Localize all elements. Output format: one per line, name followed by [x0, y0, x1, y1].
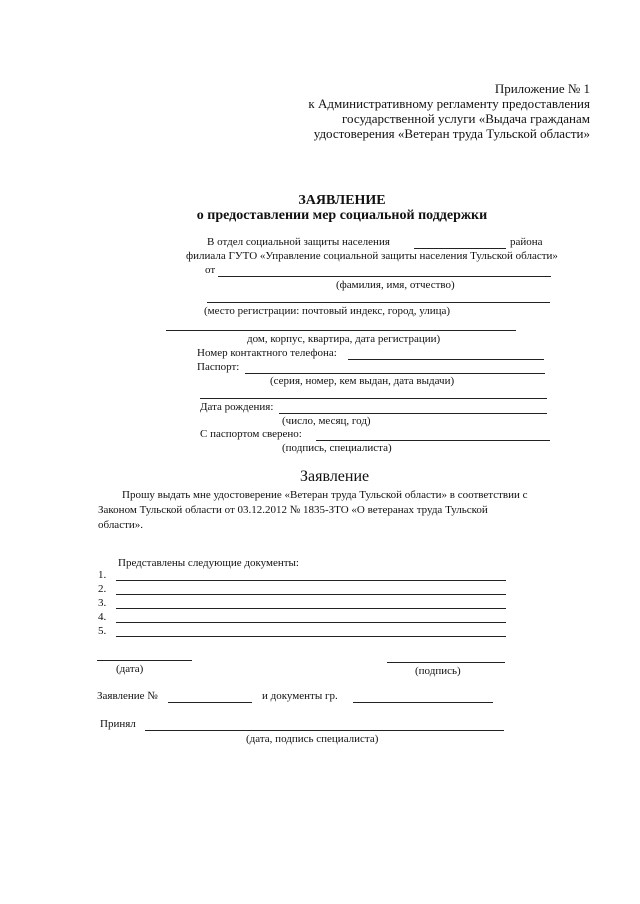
statement-number-label: Заявление №: [97, 690, 158, 702]
statement-line-3: области».: [98, 519, 144, 531]
birth-hint: (число, месяц, год): [282, 415, 371, 427]
birth-field-line[interactable]: [279, 413, 547, 414]
appendix-line-3: государственной услуги «Выдача гражданам: [342, 111, 590, 126]
citizen-name-line[interactable]: [353, 702, 493, 703]
signature-hint: (подпись): [415, 665, 461, 677]
accepted-hint: (дата, подпись специалиста): [246, 733, 379, 745]
phone-field-line[interactable]: [348, 359, 544, 360]
document-line-3[interactable]: [116, 608, 506, 609]
address-field-line[interactable]: [166, 330, 516, 331]
document-item-number: 5.: [98, 625, 107, 637]
date-field-line[interactable]: [97, 660, 192, 661]
passport-hint: (серия, номер, кем выдан, дата выдачи): [270, 375, 455, 387]
statement-number-line[interactable]: [168, 702, 252, 703]
signature-field-line[interactable]: [387, 662, 505, 663]
registration-field-line[interactable]: [207, 302, 550, 303]
document-item-number: 1.: [98, 569, 107, 581]
document-line-4[interactable]: [116, 622, 506, 623]
verified-field-line[interactable]: [316, 440, 550, 441]
district-field-line[interactable]: [414, 248, 506, 249]
document-line-5[interactable]: [116, 636, 506, 637]
and-documents-label: и документы гр.: [262, 690, 338, 702]
registration-hint: (место регистрации: почтовый индекс, город, улица): [204, 305, 451, 317]
phone-label: Номер контактного телефона:: [197, 347, 337, 359]
address-hint: дом, корпус, квартира, дата регистрации): [247, 333, 441, 345]
passport-label: Паспорт:: [197, 361, 240, 373]
accepted-label: Принял: [100, 718, 136, 730]
dept-suffix: района: [510, 236, 543, 248]
date-hint: (дата): [116, 663, 144, 675]
document-line-1[interactable]: [116, 580, 506, 581]
document-item-number: 3.: [98, 597, 107, 609]
fio-field-line[interactable]: [218, 276, 551, 277]
statement-line-2: Законом Тульской области от 03.12.2012 № 1835-ЗТО «О ветеранах труда Тульской: [98, 504, 488, 516]
from-label: от: [205, 264, 216, 276]
document-title: ЗАЯВЛЕНИЕ: [298, 193, 386, 208]
passport-field-line[interactable]: [245, 373, 545, 374]
branch-label: филиала ГУТО «Управление социальной защиты населения Тульской области»: [186, 250, 558, 262]
appendix-line-1: Приложение № 1: [494, 81, 590, 96]
document-line-2[interactable]: [116, 594, 506, 595]
statement-line-1: Прошу выдать мне удостоверение «Ветеран труда Тульской области» в соответствии с: [122, 489, 528, 501]
document-item-number: 2.: [98, 583, 107, 595]
birth-label: Дата рождения:: [200, 401, 274, 413]
documents-heading: Представлены следующие документы:: [118, 557, 299, 569]
passport-extra-line[interactable]: [200, 398, 547, 399]
document-subtitle: о предоставлении мер социальной поддержки: [196, 208, 488, 223]
accepted-field-line[interactable]: [145, 730, 504, 731]
dept-label: В отдел социальной защиты населения: [207, 236, 390, 248]
fio-hint: (фамилия, имя, отчество): [336, 279, 455, 291]
document-item-number: 4.: [98, 611, 107, 623]
statement-heading: Заявление: [300, 468, 370, 485]
appendix-line-4: удостоверения «Ветеран труда Тульской области»: [313, 126, 590, 141]
appendix-line-2: к Административному регламенту предоставления: [308, 96, 590, 111]
verified-label: С паспортом сверено:: [200, 428, 302, 440]
verified-hint: (подпись, специалиста): [282, 442, 392, 454]
